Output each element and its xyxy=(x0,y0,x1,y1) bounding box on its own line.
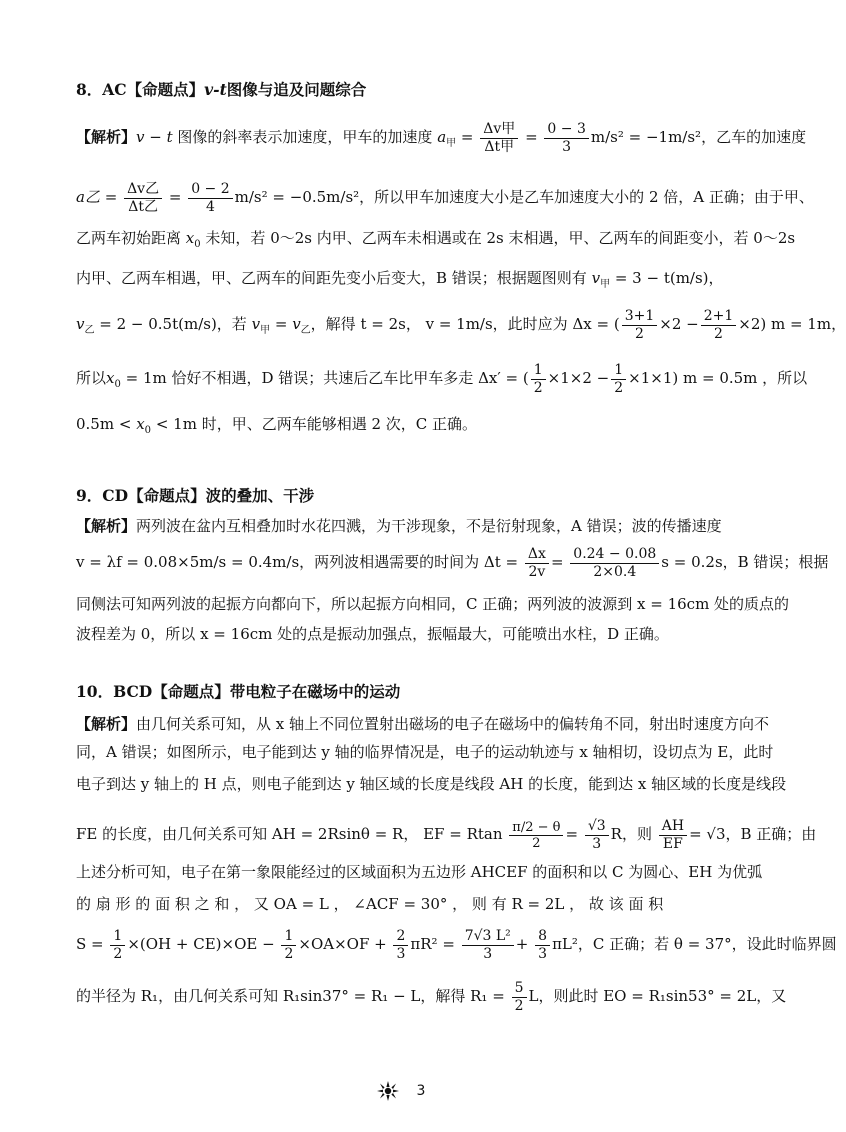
frac-num: AH xyxy=(659,818,687,836)
q9-tag: 【命题点】 xyxy=(128,486,206,505)
q8-text: 乙两车初始距离 xyxy=(76,229,182,247)
q8-text: ，乙车的加速度 xyxy=(701,128,807,146)
q9-section xyxy=(76,486,829,646)
q9-number: 9．CD xyxy=(76,486,129,505)
q8-text: = 2 − 0.5t(m/s)，若 xyxy=(99,315,247,333)
q8-topic-math: v-t xyxy=(204,80,227,99)
q8-text: ×1×1) m = 0.5m ，所以 xyxy=(628,369,808,387)
q8-line-7: $0.5m < x_0 < 1m$ 时，甲、乙两车能够相遇 2 次，C 正确。 xyxy=(76,415,478,436)
frac-num: 1 xyxy=(110,928,125,946)
frac-den: 3 xyxy=(483,945,493,962)
frac-num: 5 xyxy=(512,980,527,998)
frac-den: 2 xyxy=(533,379,543,396)
q10-text: L，则此时 EO = R₁sin53° = 2L，又 xyxy=(528,987,787,1005)
q8-line-1: 【解析】v − t 图像的斜率表示加速度，甲车的加速度 $a_甲$ = Δv甲 Δt甲 = $\frac{0 - 3}{3}$ m/s² = −1m/s²，乙车的加速度 xyxy=(76,120,807,155)
q10-line-8 xyxy=(76,974,787,1018)
q10-line-4 xyxy=(76,808,817,860)
frac-num: π/2 − θ xyxy=(509,820,563,836)
frac-den: 3 xyxy=(538,945,548,962)
frac-num: Δv甲 xyxy=(480,121,518,139)
fraction xyxy=(509,820,563,851)
frac-den: 2 xyxy=(635,325,644,342)
q10-line-5 xyxy=(76,862,763,882)
q8-text: 图像的斜率表示加速度，甲车的加速度 xyxy=(177,128,433,146)
q8-tag: 【命题点】 xyxy=(126,80,205,99)
q10-text: = √3，B 正确；由 xyxy=(689,825,817,843)
q10-math: ×(OH + CE)×OE − xyxy=(127,935,275,953)
frac-num: 8 xyxy=(535,928,550,946)
q10-tag: 【命题点】 xyxy=(152,682,230,701)
frac-num: Δv乙 xyxy=(124,181,162,199)
q8-line-6: 所以$x_0 = 1m$ 恰好不相遇，D 错误；共速后乙车比甲车多走 Δx′ = ( $\frac{1}{2}$ ×1×2 − $\frac{1}{2}$ ×1×1) m = 0.5m ，所以 xyxy=(76,361,808,396)
q8-math: ×2 − xyxy=(659,315,699,333)
frac-den: 2 xyxy=(284,945,294,962)
fraction xyxy=(659,818,687,853)
frac-den: 2×0.4 xyxy=(593,563,637,580)
frac-den: 2 xyxy=(714,325,723,342)
fraction xyxy=(622,308,658,343)
q9-text: 两列波在盆内互相叠加时水花四溅，为干涉现象，不是衍射现象，A 错误；波的传播速度 xyxy=(136,517,722,535)
q8-text: 所以 xyxy=(76,369,107,387)
fraction xyxy=(124,181,162,216)
q8-math: m/s² = −1m/s² xyxy=(590,128,702,146)
q10-text: 上述分析可知，电子在第一象限能经过的区域面积为五边形 AHCEF 的面积和以 C 为圆心、EH 为优弧 xyxy=(76,863,763,881)
q10-math: ×OA×OF + xyxy=(298,935,387,953)
frac-den: 2 xyxy=(614,379,624,396)
q8-line-5: $v_乙 = 2 - 0.5t(m/s)$，若 $v_甲 = v_乙$，解得 t = 2s， v = 1m/s，此时应为 Δx = ( $\frac{3+1}{2}$ ×2 − $\frac{2+1}{2}$ ×2) m = 1m， xyxy=(76,307,846,342)
q9-text: 同侧法可知两列波的起振方向都向下，所以起振方向相同，C 正确；两列波的波源到 x = 16cm 处的质点的 xyxy=(76,595,790,613)
q10-line-3 xyxy=(76,774,787,794)
fraction xyxy=(462,928,514,963)
q10-line-1 xyxy=(76,714,770,734)
frac-den: 2 xyxy=(514,997,524,1014)
q10-math: = xyxy=(565,825,579,843)
frac-den: 3 xyxy=(562,138,572,155)
q8-heading xyxy=(76,80,366,100)
q8-math: m/s² = −0.5m/s² xyxy=(234,188,360,206)
fraction xyxy=(611,362,626,397)
q10-section xyxy=(76,682,837,1022)
fraction xyxy=(570,546,659,581)
q10-line-6 xyxy=(76,894,732,914)
fraction xyxy=(480,121,518,156)
q8-math: ×2) m = 1m， xyxy=(738,315,846,333)
q8-line-3: 乙两车初始距离 $x_0$ 未知，若 0～2s 内甲、乙两车未相遇或在 2s 末相遇，甲、乙两车的间距变小，若 0～2s xyxy=(76,229,796,250)
frac-num: 3+1 xyxy=(622,308,658,326)
frac-den: 2 xyxy=(532,835,541,851)
q8-text: ，解得 t = 2s， v = 1m/s，此时应为 Δx = ( xyxy=(310,315,620,333)
q10-jiexi: 【解析】 xyxy=(76,715,137,733)
frac-den: 2v xyxy=(528,563,546,580)
fraction xyxy=(544,121,588,156)
q9-line-1 xyxy=(76,516,732,536)
q9-topic: 波的叠加、干涉 xyxy=(205,486,315,505)
q8-text: = 1m 恰好不相遇，D 错误；共速后乙车比甲车多走 Δx′ = ( xyxy=(125,369,529,387)
fraction xyxy=(535,928,550,963)
frac-den: 4 xyxy=(205,198,215,215)
q10-text: 电子到达 y 轴上的 H 点，则电子能到达 y 轴区域的长度是线段 AH 的长度，能到达 x 轴区域的长度是线段 xyxy=(76,775,787,793)
q10-number: 10．BCD xyxy=(76,682,153,701)
frac-num: 1 xyxy=(281,928,296,946)
q8-topic: 图像与追及问题综合 xyxy=(226,80,367,99)
q8-text: ，所以甲车加速度大小是乙车加速度大小的 2 倍，A 正确；由于甲、 xyxy=(359,188,814,206)
frac-num: 0.24 − 0.08 xyxy=(570,546,659,564)
frac-den: EF xyxy=(662,835,683,852)
q10-math: πR² = xyxy=(410,935,455,953)
q10-topic: 带电粒子在磁场中的运动 xyxy=(229,682,401,701)
q9-jiexi: 【解析】 xyxy=(76,517,137,535)
frac-den: Δt乙 xyxy=(128,198,158,215)
q10-math: + xyxy=(515,935,529,953)
fraction xyxy=(512,980,527,1015)
q8-line-2: a乙 = Δv乙 Δt乙 = $\frac{0 - 2}{4}$ m/s² = −0.5m/s²，所以甲车加速度大小是乙车加速度大小的 2 倍，A 正确；由于甲、 xyxy=(76,180,814,215)
q8-math: = 3 − t(m/s)， xyxy=(614,269,724,287)
q8-math: a乙 = xyxy=(76,188,118,206)
q9-line-2 xyxy=(76,542,829,582)
fraction xyxy=(525,546,549,581)
q10-text: 的 扇 形 的 面 积 之 和 ， 又 OA = L ， ∠ACF = 30° ， 则 有 R = 2L ， 故 该 面 积 xyxy=(76,895,664,913)
frac-num: 2 xyxy=(393,928,408,946)
q9-heading xyxy=(76,486,314,506)
footer xyxy=(352,1079,448,1103)
frac-num: √3 xyxy=(585,818,609,836)
q10-text: 的半径为 R₁，由几何关系可知 R₁sin37° = R₁ − L，解得 R₁ = xyxy=(76,987,505,1005)
q10-line-7 xyxy=(76,922,837,966)
frac-num: 7√3 L² xyxy=(462,928,514,946)
q8-number: 8．AC xyxy=(76,80,127,99)
fraction xyxy=(110,928,125,963)
publisher-logo-icon xyxy=(375,1080,401,1102)
q8-line-4: 内甲、乙两车相遇，甲、乙两车的间距先变小后变大，B 错误；根据题图则有 $v_甲 = 3 - t(m/s)$， xyxy=(76,269,724,290)
fraction xyxy=(281,928,296,963)
fraction xyxy=(585,818,609,853)
q9-line-3 xyxy=(76,594,790,614)
frac-num: Δx xyxy=(525,546,549,564)
q10-text: R，则 xyxy=(610,825,652,843)
q10-line-2 xyxy=(76,742,774,762)
fraction xyxy=(531,362,546,397)
fraction xyxy=(188,181,232,216)
fraction xyxy=(393,928,408,963)
q9-line-4 xyxy=(76,624,732,644)
q10-text: FE 的长度，由几何关系可知 AH = 2Rsinθ = R， EF = Rtan xyxy=(76,825,503,843)
q8-text: 未知，若 0～2s 内甲、乙两车未相遇或在 2s 末相遇，甲、乙两车的间距变小，若 0～2s xyxy=(205,229,796,247)
frac-den: 2 xyxy=(113,945,123,962)
q8-math: ×1×2 − xyxy=(547,369,610,387)
q8-jiexi: 【解析】 xyxy=(76,128,137,146)
q9-text: 波程差为 0，所以 x = 16cm 处的点是振动加强点，振幅最大，可能喷出水柱，D 正确。 xyxy=(76,625,669,643)
q8-text: 内甲、乙两车相遇，甲、乙两车的间距先变小后变大，B 错误；根据题图则有 xyxy=(76,269,587,287)
q10-heading xyxy=(76,682,400,702)
frac-den: Δt甲 xyxy=(484,138,515,155)
fraction xyxy=(701,308,737,343)
q9-text: v = λf = 0.08×5m/s = 0.4m/s，两列波相遇需要的时间为 Δt = xyxy=(76,553,519,571)
frac-num: 0 − 2 xyxy=(188,181,232,199)
q10-text: 同，A 错误；如图所示，电子能到达 y 轴的临界情况是，电子的运动轨迹与 x 轴相切，设切点为 E，此时 xyxy=(76,743,774,761)
frac-num: 1 xyxy=(611,362,626,380)
q8-text: < 1m 时，甲、乙两车能够相遇 2 次，C 正确。 xyxy=(155,415,478,433)
frac-den: 3 xyxy=(592,835,602,852)
q10-text: πL²，C 正确；若 θ = 37°，设此时临界圆 xyxy=(552,935,837,953)
frac-num: 2+1 xyxy=(701,308,737,326)
frac-den: 3 xyxy=(396,945,406,962)
q8-section xyxy=(76,80,846,440)
q10-math: S = xyxy=(76,935,104,953)
frac-num: 1 xyxy=(531,362,546,380)
q9-math: = xyxy=(550,553,564,571)
q9-text: s = 0.2s，B 错误；根据 xyxy=(661,553,829,571)
q8-math: 0.5m < xyxy=(76,415,132,433)
frac-num: 0 − 3 xyxy=(544,121,588,139)
page-number: 3 xyxy=(416,1083,426,1099)
q10-text: 由几何关系可知，从 x 轴上不同位置射出磁场的电子在磁场中的偏转角不同，射出时速度方向不 xyxy=(136,715,770,733)
